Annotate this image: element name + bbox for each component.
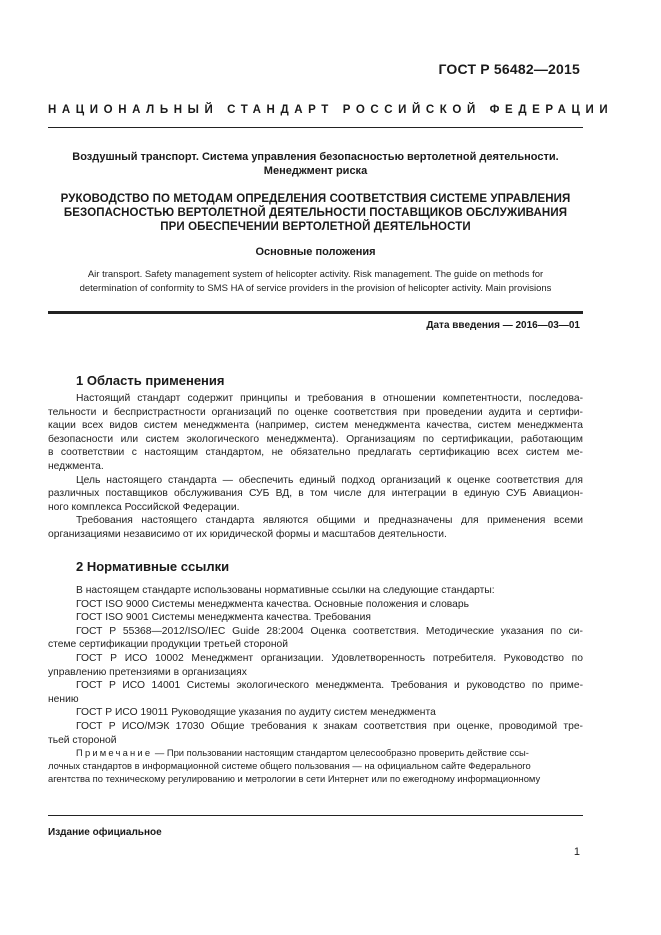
text-line: организациями независимо от их юридической формы и масштабов деятельности. [48, 528, 447, 540]
title-block [48, 150, 583, 178]
text-line: ГОСТ Р ИСО 19011 Руководящие указания по аудиту систем менеджмента [76, 707, 436, 719]
note-text: — При пользовании настоящим стандартом целесообразно проверить действие ссы- [152, 747, 529, 758]
intro-date: Дата введения — 2016—03—01 [426, 320, 580, 331]
text-line: ГОСТ Р ИСО/МЭК 17030 Общие требования к знакам соответствия при оценке, проводимой тре- [76, 720, 583, 732]
text-line: ГОСТ Р ИСО 10002 Менеджмент организации. Удовлетворенность потребителя. Руководство по [76, 652, 583, 664]
main-title-line: РУКОВОДСТВО ПО МЕТОДАМ ОПРЕДЕЛЕНИЯ СООТВЕТСТВИЯ СИСТЕМЕ УПРАВЛЕНИЯ [60, 193, 571, 205]
text-line: стеме сертификации продукции третьей стороной [48, 639, 288, 651]
main-title-line: ПРИ ОБЕСПЕЧЕНИИ ВЕРТОЛЕТНОЙ ДЕЯТЕЛЬНОСТИ [160, 221, 471, 233]
text-line: тьей стороной [48, 734, 117, 746]
footer-divider [48, 815, 583, 816]
note-line: агентства по техническому регулированию и метрологии в сети Интернет или по ежегодному информационному [48, 773, 541, 784]
text-line: В настоящем стандарте использованы нормативные ссылки на следующие стандарты: [76, 585, 495, 596]
subtitle: Основные положения [255, 246, 376, 258]
text-line: неджмента. [48, 460, 104, 472]
header-divider [48, 127, 583, 128]
section-2-body [48, 584, 583, 747]
text-line: различных поставщиков обслуживания СУБ ВД, в том числе для интеграции в единую СУБ Авиацион- [48, 488, 583, 500]
text-line: ного комплекса Российской Федерации. [48, 501, 240, 513]
text-line: Настоящий стандарт содержит принципы и требования в отношении компетентности, последова- [76, 393, 583, 404]
text-line: ГОСТ ISO 9001 Системы менеджмента качества. Требования [76, 612, 371, 624]
text-line: тельности и беспристрастности организаций по оценке соответствия при проведении аудита и сертифи- [48, 406, 583, 418]
note-label: Примечание [76, 747, 153, 758]
text-line: кации всех видов систем менеджмента (например, систем менеджмента качества, систем менеджмента [48, 420, 583, 432]
section-1-body [48, 392, 583, 542]
title-divider [48, 311, 583, 314]
standard-number: ГОСТ Р 56482—2015 [438, 61, 580, 77]
english-title [48, 268, 583, 296]
title-line: Воздушный транспорт. Система управления безопасностью вертолетной деятельности. [72, 151, 559, 163]
text-line: Требования настоящего стандарта являются общими и предназначены для применения всеми [76, 515, 583, 527]
note-line [48, 746, 583, 759]
text-line: нению [48, 693, 79, 705]
page-number: 1 [573, 846, 580, 858]
text-line: безопасности или систем экологического менеджмента). Организациям по сертификации, работающим [48, 433, 583, 445]
english-title-line: determination of conformity to SMS HA of service providers in the provision of helicopter activity. Main provisions [79, 283, 552, 294]
text-line: Цель настоящего стандарта — обеспечить единый подход организаций к оценке соответствия для [76, 474, 583, 486]
main-title-line: БЕЗОПАСНОСТЬЮ ВЕРТОЛЕТНОЙ ДЕЯТЕЛЬНОСТИ ПОСТАВЩИКОВ ОБСЛУЖИВАНИЯ [63, 207, 568, 219]
text-line: ГОСТ Р ИСО 14001 Системы экологического менеджмента. Требования и руководство по приме- [76, 680, 583, 692]
title-line: Менеджмент риска [263, 165, 368, 177]
text-line: в соответствии с настоящим стандартом, не обязательно предлагать сертификацию всех систем ме- [48, 447, 583, 459]
text-line: управлению претензиями в организациях [48, 666, 247, 678]
edition-label: Издание официальное [48, 827, 162, 838]
national-standard-heading: НАЦИОНАЛЬНЫЙ СТАНДАРТ РОССИЙСКОЙ ФЕДЕРАЦИИ [48, 104, 614, 116]
section-1-heading: 1 Область применения [76, 373, 225, 388]
text-line: ГОСТ Р 55368—2012/ISO/IEC Guide 28:2004 Оценка соответствия. Методические указания по си- [76, 625, 583, 637]
section-2-heading: 2 Нормативные ссылки [76, 559, 230, 574]
note [48, 746, 583, 785]
english-title-line: Air transport. Safety management system of helicopter activity. Risk management. The guide on methods for [87, 269, 544, 280]
main-title [48, 192, 583, 234]
text-line: ГОСТ ISO 9000 Системы менеджмента качества. Основные положения и словарь [76, 598, 469, 610]
note-line: лочных стандартов в информационной системе общего пользования — на официальном сайте Федерального [48, 760, 531, 771]
